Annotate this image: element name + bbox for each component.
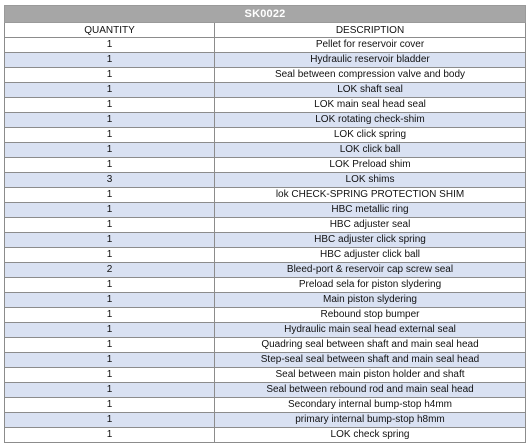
description-cell: Seal between main piston holder and shaft [215, 368, 526, 383]
table-row [5, 353, 526, 368]
quantity-cell: 1 [5, 38, 215, 53]
quantity-cell: 1 [5, 98, 215, 113]
table-row [5, 248, 526, 263]
description-cell: LOK click spring [215, 128, 526, 143]
description-cell: LOK click ball [215, 143, 526, 158]
description-cell: HBC adjuster seal [215, 218, 526, 233]
quantity-cell: 1 [5, 353, 215, 368]
table-row [5, 68, 526, 83]
description-cell: Bleed-port & reservoir cap screw seal [215, 263, 526, 278]
table-row [5, 203, 526, 218]
table-row [5, 98, 526, 113]
quantity-cell: 1 [5, 293, 215, 308]
table-row [5, 128, 526, 143]
table-row [5, 278, 526, 293]
quantity-cell: 1 [5, 233, 215, 248]
description-cell: Quadring seal between shaft and main seal head [215, 338, 526, 353]
table-row [5, 143, 526, 158]
quantity-cell: 1 [5, 248, 215, 263]
description-cell: Pellet for reservoir cover [215, 38, 526, 53]
parts-list-sheet [4, 5, 525, 443]
description-cell: LOK shims [215, 173, 526, 188]
quantity-cell: 1 [5, 83, 215, 98]
sheet-title: SK0022 [5, 6, 526, 23]
quantity-cell: 1 [5, 53, 215, 68]
quantity-header: QUANTITY [5, 23, 215, 38]
table-row [5, 338, 526, 353]
quantity-cell: 1 [5, 158, 215, 173]
table-row [5, 53, 526, 68]
table-row [5, 173, 526, 188]
description-cell: LOK Preload shim [215, 158, 526, 173]
table-row [5, 398, 526, 413]
table-row [5, 413, 526, 428]
table-row [5, 428, 526, 443]
description-cell: LOK rotating check-shim [215, 113, 526, 128]
parts-table [4, 5, 526, 443]
table-row [5, 158, 526, 173]
description-cell: Hydraulic reservoir bladder [215, 53, 526, 68]
quantity-cell: 1 [5, 128, 215, 143]
table-row [5, 323, 526, 338]
quantity-cell: 2 [5, 263, 215, 278]
quantity-cell: 1 [5, 278, 215, 293]
quantity-cell: 1 [5, 413, 215, 428]
quantity-cell: 1 [5, 218, 215, 233]
header-row [5, 23, 526, 38]
description-cell: Hydraulic main seal head external seal [215, 323, 526, 338]
description-cell: Main piston slydering [215, 293, 526, 308]
table-row [5, 233, 526, 248]
parts-rows [5, 38, 526, 443]
quantity-cell: 1 [5, 68, 215, 83]
table-row [5, 188, 526, 203]
table-row [5, 383, 526, 398]
description-cell: Secondary internal bump-stop h4mm [215, 398, 526, 413]
quantity-cell: 1 [5, 203, 215, 218]
description-cell: Rebound stop bumper [215, 308, 526, 323]
quantity-cell: 1 [5, 323, 215, 338]
table-row [5, 218, 526, 233]
description-cell: LOK main seal head seal [215, 98, 526, 113]
description-header: DESCRIPTION [215, 23, 526, 38]
description-cell: HBC metallic ring [215, 203, 526, 218]
quantity-cell: 3 [5, 173, 215, 188]
quantity-cell: 1 [5, 383, 215, 398]
quantity-cell: 1 [5, 398, 215, 413]
description-cell: LOK check spring [215, 428, 526, 443]
description-cell: Step-seal seal between shaft and main seal head [215, 353, 526, 368]
description-cell: lok CHECK-SPRING PROTECTION SHIM [215, 188, 526, 203]
table-row [5, 38, 526, 53]
description-cell: HBC adjuster click ball [215, 248, 526, 263]
table-row [5, 308, 526, 323]
quantity-cell: 1 [5, 338, 215, 353]
table-row [5, 293, 526, 308]
quantity-cell: 1 [5, 428, 215, 443]
title-row [5, 6, 526, 23]
table-row [5, 83, 526, 98]
description-cell: LOK shaft seal [215, 83, 526, 98]
quantity-cell: 1 [5, 368, 215, 383]
description-cell: Seal between rebound rod and main seal head [215, 383, 526, 398]
table-row [5, 368, 526, 383]
quantity-cell: 1 [5, 308, 215, 323]
quantity-cell: 1 [5, 143, 215, 158]
description-cell: HBC adjuster click spring [215, 233, 526, 248]
quantity-cell: 1 [5, 113, 215, 128]
description-cell: Seal between compression valve and body [215, 68, 526, 83]
table-row [5, 263, 526, 278]
description-cell: Preload sela for piston slydering [215, 278, 526, 293]
description-cell: primary internal bump-stop h8mm [215, 413, 526, 428]
table-row [5, 113, 526, 128]
quantity-cell: 1 [5, 188, 215, 203]
